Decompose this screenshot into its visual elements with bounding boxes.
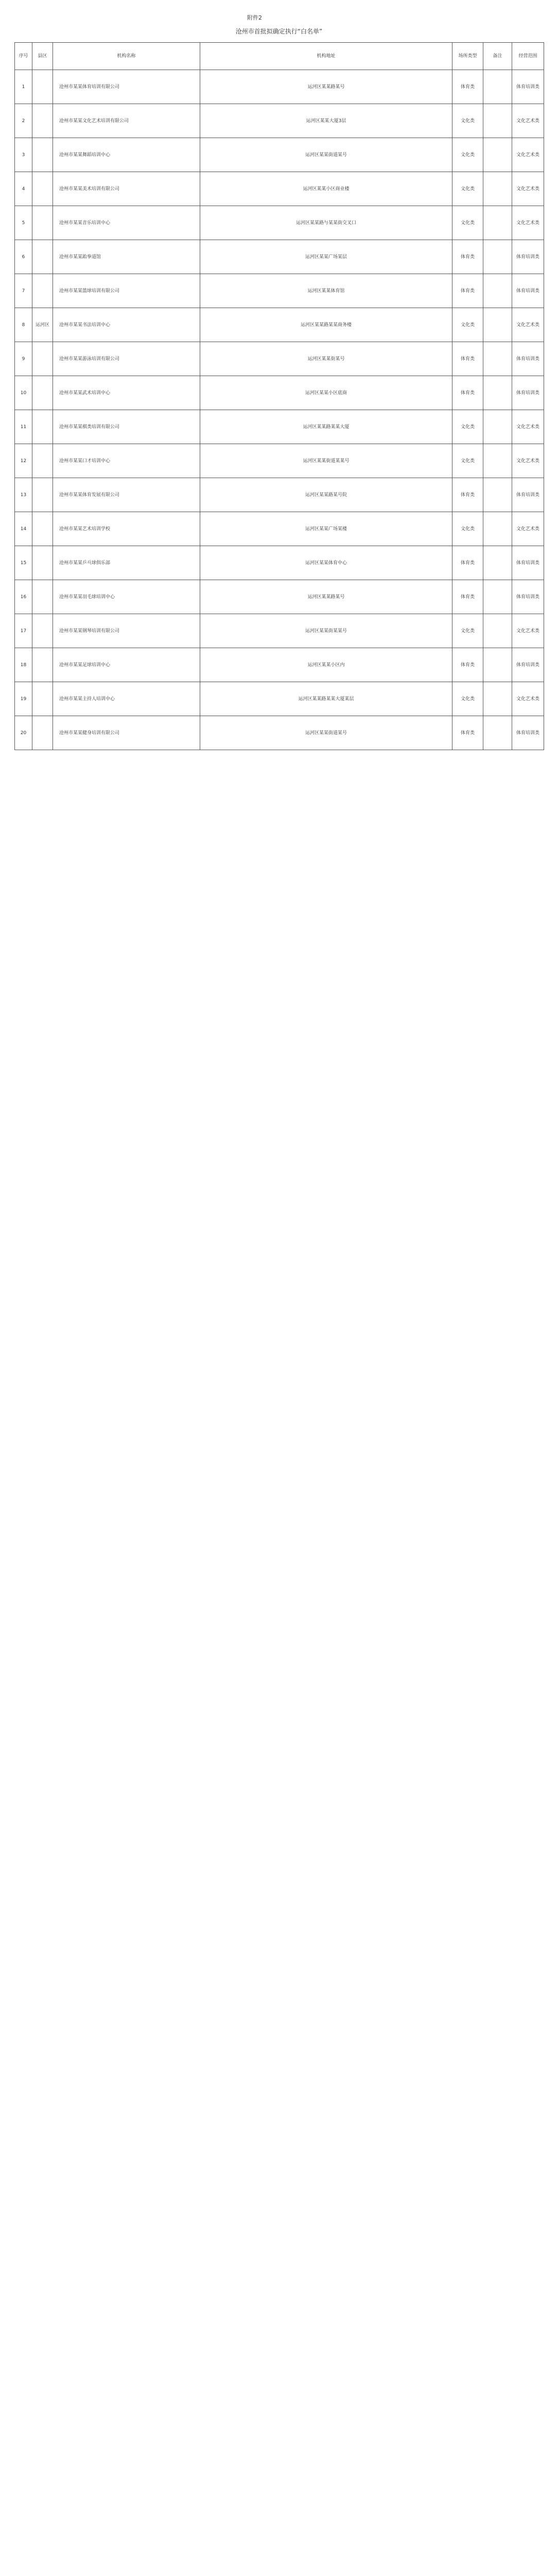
cell-note — [483, 682, 512, 716]
cell-category: 体育类 — [452, 342, 483, 376]
cell-district — [32, 478, 53, 512]
cell-note — [483, 274, 512, 308]
cell-extra: 文化艺术类 — [512, 104, 544, 138]
cell-address: 运河区某某体育中心 — [200, 546, 452, 580]
cell-extra: 体育培训类 — [512, 478, 544, 512]
cell-name: 沧州市某某口才培训中心 — [53, 444, 200, 478]
cell-extra: 文化艺术类 — [512, 308, 544, 342]
cell-extra: 体育培训类 — [512, 580, 544, 614]
cell-category: 体育类 — [452, 716, 483, 750]
cell-name: 沧州市某某舞蹈培训中心 — [53, 138, 200, 172]
header-district: 县区 — [32, 43, 53, 70]
header-category: 场所类型 — [452, 43, 483, 70]
cell-category: 文化类 — [452, 614, 483, 648]
cell-category: 体育类 — [452, 580, 483, 614]
cell-no: 1 — [15, 70, 32, 104]
table-row — [15, 70, 544, 104]
cell-category: 文化类 — [452, 138, 483, 172]
cell-name: 沧州市某某主持人培训中心 — [53, 682, 200, 716]
cell-address: 运河区某某小区商业楼 — [200, 172, 452, 206]
cell-name: 沧州市某某羽毛球培训中心 — [53, 580, 200, 614]
cell-no: 6 — [15, 240, 32, 274]
cell-district — [32, 512, 53, 546]
cell-no: 19 — [15, 682, 32, 716]
cell-note — [483, 138, 512, 172]
cell-no: 8 — [15, 308, 32, 342]
cell-note — [483, 342, 512, 376]
cell-category: 体育类 — [452, 376, 483, 410]
cell-category: 文化类 — [452, 682, 483, 716]
cell-category: 文化类 — [452, 172, 483, 206]
header-name: 机构名称 — [53, 43, 200, 70]
cell-extra: 文化艺术类 — [512, 512, 544, 546]
cell-district — [32, 376, 53, 410]
table-row — [15, 138, 544, 172]
cell-address: 运河区某某路某号 — [200, 70, 452, 104]
table-row — [15, 580, 544, 614]
cell-note — [483, 308, 512, 342]
cell-address: 运河区某某小区底商 — [200, 376, 452, 410]
cell-name: 沧州市某某乒乓球俱乐部 — [53, 546, 200, 580]
cell-extra: 文化艺术类 — [512, 682, 544, 716]
cell-address: 运河区某某广场某楼 — [200, 512, 452, 546]
cell-extra: 文化艺术类 — [512, 172, 544, 206]
cell-name: 沧州市某某文化艺术培训有限公司 — [53, 104, 200, 138]
cell-no: 9 — [15, 342, 32, 376]
cell-name: 沧州市某某棋类培训有限公司 — [53, 410, 200, 444]
cell-district — [32, 240, 53, 274]
attachment-label: 附件2 — [247, 14, 262, 21]
table-row — [15, 682, 544, 716]
cell-district — [32, 104, 53, 138]
cell-category: 文化类 — [452, 308, 483, 342]
table-row — [15, 342, 544, 376]
cell-district — [32, 70, 53, 104]
header-extra: 经营范围 — [512, 43, 544, 70]
table-row — [15, 614, 544, 648]
cell-note — [483, 716, 512, 750]
cell-district — [32, 410, 53, 444]
table-row — [15, 478, 544, 512]
cell-name: 沧州市某某游泳培训有限公司 — [53, 342, 200, 376]
cell-district — [32, 342, 53, 376]
cell-no: 14 — [15, 512, 32, 546]
table-row — [15, 172, 544, 206]
cell-no: 20 — [15, 716, 32, 750]
table-row — [15, 512, 544, 546]
cell-district: 运河区 — [32, 308, 53, 342]
cell-extra: 体育培训类 — [512, 274, 544, 308]
cell-extra: 体育培训类 — [512, 240, 544, 274]
cell-address: 运河区某某体育馆 — [200, 274, 452, 308]
cell-note — [483, 206, 512, 240]
cell-category: 文化类 — [452, 206, 483, 240]
cell-name: 沧州市某某钢琴培训有限公司 — [53, 614, 200, 648]
cell-name: 沧州市某某体育培训有限公司 — [53, 70, 200, 104]
header-no: 序号 — [15, 43, 32, 70]
cell-address: 运河区某某街道某某号 — [200, 444, 452, 478]
cell-district — [32, 546, 53, 580]
cell-district — [32, 206, 53, 240]
cell-no: 5 — [15, 206, 32, 240]
table-row — [15, 546, 544, 580]
cell-district — [32, 648, 53, 682]
cell-address: 运河区某某街某某号 — [200, 614, 452, 648]
cell-note — [483, 410, 512, 444]
cell-address: 运河区某某路某号院 — [200, 478, 452, 512]
cell-note — [483, 614, 512, 648]
cell-note — [483, 376, 512, 410]
cell-name: 沧州市某某艺术培训学校 — [53, 512, 200, 546]
cell-district — [32, 274, 53, 308]
cell-category: 体育类 — [452, 546, 483, 580]
cell-no: 3 — [15, 138, 32, 172]
cell-extra: 文化艺术类 — [512, 138, 544, 172]
cell-no: 4 — [15, 172, 32, 206]
header-address: 机构地址 — [200, 43, 452, 70]
cell-note — [483, 546, 512, 580]
cell-category: 体育类 — [452, 648, 483, 682]
cell-extra: 体育培训类 — [512, 342, 544, 376]
cell-note — [483, 648, 512, 682]
cell-address: 运河区某某路某某大厦 — [200, 410, 452, 444]
cell-no: 13 — [15, 478, 32, 512]
cell-no: 12 — [15, 444, 32, 478]
cell-category: 体育类 — [452, 274, 483, 308]
cell-category: 文化类 — [452, 512, 483, 546]
header-note: 备注 — [483, 43, 512, 70]
table-row — [15, 206, 544, 240]
cell-name: 沧州市某某健身培训有限公司 — [53, 716, 200, 750]
cell-no: 10 — [15, 376, 32, 410]
cell-category: 体育类 — [452, 70, 483, 104]
table-row — [15, 648, 544, 682]
cell-extra: 体育培训类 — [512, 546, 544, 580]
table-row — [15, 308, 544, 342]
cell-address: 运河区某某街某号 — [200, 342, 452, 376]
cell-category: 体育类 — [452, 240, 483, 274]
cell-address: 运河区某某路某某大厦某层 — [200, 682, 452, 716]
cell-no: 7 — [15, 274, 32, 308]
cell-name: 沧州市某某武术培训中心 — [53, 376, 200, 410]
cell-district — [32, 138, 53, 172]
cell-address: 运河区某某小区内 — [200, 648, 452, 682]
whitelist-table — [14, 42, 544, 750]
cell-extra: 文化艺术类 — [512, 444, 544, 478]
cell-address: 运河区某某广场某层 — [200, 240, 452, 274]
cell-extra: 体育培训类 — [512, 648, 544, 682]
cell-note — [483, 444, 512, 478]
cell-name: 沧州市某某足球培训中心 — [53, 648, 200, 682]
table-body — [15, 70, 544, 750]
cell-note — [483, 172, 512, 206]
cell-note — [483, 512, 512, 546]
cell-district — [32, 614, 53, 648]
cell-district — [32, 580, 53, 614]
cell-category: 文化类 — [452, 104, 483, 138]
table-row — [15, 104, 544, 138]
cell-district — [32, 682, 53, 716]
table-row — [15, 240, 544, 274]
table-row — [15, 274, 544, 308]
cell-extra: 文化艺术类 — [512, 410, 544, 444]
cell-name: 沧州市某某美术培训有限公司 — [53, 172, 200, 206]
table-header-row — [15, 43, 544, 70]
cell-address: 运河区某某街道某号 — [200, 138, 452, 172]
cell-district — [32, 716, 53, 750]
table-row — [15, 410, 544, 444]
cell-address: 运河区某某路某号 — [200, 580, 452, 614]
cell-address: 运河区某某街道某号 — [200, 716, 452, 750]
cell-category: 文化类 — [452, 444, 483, 478]
cell-note — [483, 478, 512, 512]
cell-no: 17 — [15, 614, 32, 648]
cell-category: 文化类 — [452, 410, 483, 444]
cell-name: 沧州市某某书法培训中心 — [53, 308, 200, 342]
cell-extra: 文化艺术类 — [512, 206, 544, 240]
cell-extra: 体育培训类 — [512, 716, 544, 750]
table-row — [15, 716, 544, 750]
cell-no: 18 — [15, 648, 32, 682]
cell-extra: 体育培训类 — [512, 70, 544, 104]
cell-note — [483, 580, 512, 614]
table-row — [15, 444, 544, 478]
cell-no: 2 — [15, 104, 32, 138]
cell-name: 沧州市某某篮球培训有限公司 — [53, 274, 200, 308]
cell-district — [32, 172, 53, 206]
cell-note — [483, 104, 512, 138]
table-row — [15, 376, 544, 410]
cell-name: 沧州市某某跆拳道馆 — [53, 240, 200, 274]
cell-district — [32, 444, 53, 478]
cell-category: 体育类 — [452, 478, 483, 512]
cell-note — [483, 240, 512, 274]
cell-extra: 文化艺术类 — [512, 614, 544, 648]
cell-note — [483, 70, 512, 104]
cell-no: 16 — [15, 580, 32, 614]
cell-name: 沧州市某某体育发展有限公司 — [53, 478, 200, 512]
cell-address: 运河区某某大厦3层 — [200, 104, 452, 138]
cell-extra: 体育培训类 — [512, 376, 544, 410]
cell-name: 沧州市某某音乐培训中心 — [53, 206, 200, 240]
cell-address: 运河区某某路某某商务楼 — [200, 308, 452, 342]
document-title: 沧州市首批拟确定执行“白名单” — [235, 28, 323, 35]
cell-no: 11 — [15, 410, 32, 444]
cell-no: 15 — [15, 546, 32, 580]
cell-address: 运河区某某路与某某街交叉口 — [200, 206, 452, 240]
